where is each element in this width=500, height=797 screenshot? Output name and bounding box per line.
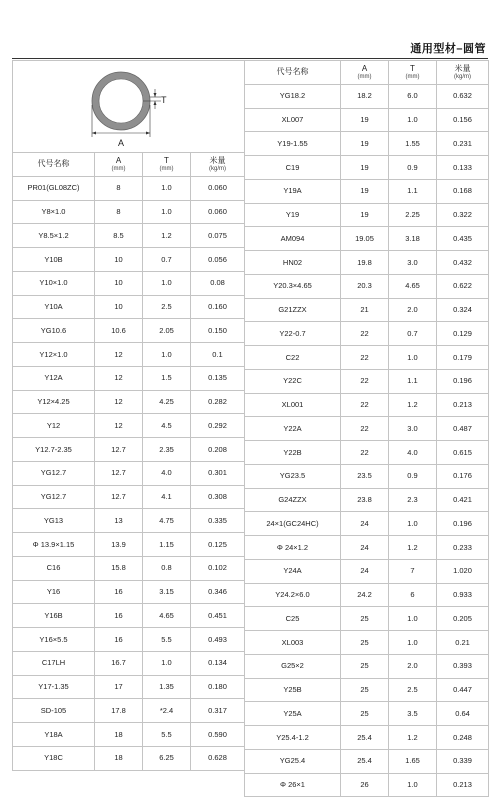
cell-t: 1.0 xyxy=(143,176,191,200)
cell-t: 1.0 xyxy=(143,271,191,295)
cell-code: Y22-0.7 xyxy=(245,322,341,346)
table-row xyxy=(245,393,489,417)
table-row xyxy=(13,580,245,604)
cell-code: YG12.7 xyxy=(13,485,95,509)
table-row xyxy=(13,746,245,770)
cell-t: 5.5 xyxy=(143,628,191,652)
left-table-header xyxy=(13,153,245,177)
cell-weight: 0.060 xyxy=(191,200,245,224)
table-row xyxy=(245,512,489,536)
cell-t: 3.18 xyxy=(389,227,437,251)
cell-t: 3.15 xyxy=(143,580,191,604)
cell-a: 19.8 xyxy=(341,251,389,275)
cell-weight: 0.451 xyxy=(191,604,245,628)
cell-code: Y24.2×6.0 xyxy=(245,583,341,607)
cell-a: 25 xyxy=(341,607,389,631)
table-row xyxy=(245,749,489,773)
cell-code: Y25A xyxy=(245,702,341,726)
table-row xyxy=(13,485,245,509)
cell-code: AM094 xyxy=(245,227,341,251)
cell-t: 3.5 xyxy=(389,702,437,726)
cell-t: 1.0 xyxy=(389,512,437,536)
cell-code: G24ZZX xyxy=(245,488,341,512)
table-row xyxy=(245,322,489,346)
page-title: 通用型材–圆管 xyxy=(410,43,486,55)
tube-cross-section-diagram xyxy=(69,63,189,151)
cell-code: Y20.3×4.65 xyxy=(245,274,341,298)
cell-code: YG12.7 xyxy=(13,461,95,485)
cell-t: 1.0 xyxy=(389,631,437,655)
cell-t: *2.4 xyxy=(143,699,191,723)
cell-weight: 0.196 xyxy=(437,369,489,393)
cell-weight: 0.150 xyxy=(191,319,245,343)
cell-t: 4.0 xyxy=(389,441,437,465)
cell-a: 25 xyxy=(341,678,389,702)
cell-code: Y25.4-1.2 xyxy=(245,726,341,750)
cell-a: 20.3 xyxy=(341,274,389,298)
table-row xyxy=(13,509,245,533)
cell-weight: 0.135 xyxy=(191,366,245,390)
cell-a: 16.7 xyxy=(95,651,143,675)
cell-code: PR01(GL08ZC) xyxy=(13,176,95,200)
cell-weight: 0.133 xyxy=(437,156,489,180)
cell-weight: 0.180 xyxy=(191,675,245,699)
header-a: A (mm) xyxy=(95,153,143,177)
cell-a: 24 xyxy=(341,559,389,583)
cell-code: Y12 xyxy=(13,414,95,438)
cell-a: 22 xyxy=(341,393,389,417)
table-row xyxy=(245,678,489,702)
cell-weight: 0.213 xyxy=(437,393,489,417)
cell-weight: 0.168 xyxy=(437,179,489,203)
cell-weight: 0.231 xyxy=(437,132,489,156)
cell-weight: 0.590 xyxy=(191,723,245,747)
cell-a: 17 xyxy=(95,675,143,699)
cell-t: 2.25 xyxy=(389,203,437,227)
header-code: 代号名称 xyxy=(245,61,341,85)
table-row xyxy=(245,227,489,251)
cell-a: 12 xyxy=(95,414,143,438)
cell-a: 23.8 xyxy=(341,488,389,512)
cell-a: 17.8 xyxy=(95,699,143,723)
cell-t: 1.0 xyxy=(389,346,437,370)
cell-t: 1.65 xyxy=(389,749,437,773)
cell-code: Y12×4.25 xyxy=(13,390,95,414)
header-weight: 米量 (kg/m) xyxy=(191,153,245,177)
cell-code: C19 xyxy=(245,156,341,180)
cell-weight: 0.233 xyxy=(437,536,489,560)
table-row xyxy=(13,533,245,557)
cell-code: YG23.5 xyxy=(245,464,341,488)
cell-code: 24×1(GC24HC) xyxy=(245,512,341,536)
cell-a: 13 xyxy=(95,509,143,533)
cell-weight: 0.447 xyxy=(437,678,489,702)
cell-code: Y8×1.0 xyxy=(13,200,95,224)
cell-t: 7 xyxy=(389,559,437,583)
table-row xyxy=(245,346,489,370)
cell-weight: 0.196 xyxy=(437,512,489,536)
cell-t: 0.8 xyxy=(143,556,191,580)
cell-t: 0.7 xyxy=(143,248,191,272)
cell-t: 2.35 xyxy=(143,438,191,462)
cell-a: 22 xyxy=(341,441,389,465)
cell-a: 26 xyxy=(341,773,389,797)
cell-a: 12 xyxy=(95,366,143,390)
cell-t: 1.1 xyxy=(389,369,437,393)
cell-weight: 0.432 xyxy=(437,251,489,275)
cell-weight: 0.335 xyxy=(191,509,245,533)
table-row xyxy=(245,536,489,560)
cell-weight: 0.179 xyxy=(437,346,489,370)
table-row xyxy=(245,631,489,655)
cell-t: 1.35 xyxy=(143,675,191,699)
cell-t: 1.0 xyxy=(389,607,437,631)
cell-code: G25×2 xyxy=(245,654,341,678)
tube-diagram-cell xyxy=(13,61,245,153)
cell-t: 0.7 xyxy=(389,322,437,346)
cell-t: 0.9 xyxy=(389,464,437,488)
cell-code: Y22C xyxy=(245,369,341,393)
cell-t: 2.0 xyxy=(389,654,437,678)
cell-weight: 0.156 xyxy=(437,108,489,132)
cell-a: 24 xyxy=(341,512,389,536)
cell-weight: 0.134 xyxy=(191,651,245,675)
cell-a: 18 xyxy=(95,723,143,747)
table-row xyxy=(245,441,489,465)
table-row xyxy=(13,438,245,462)
cell-a: 15.8 xyxy=(95,556,143,580)
cell-a: 22 xyxy=(341,417,389,441)
table-row xyxy=(245,726,489,750)
cell-a: 19 xyxy=(341,179,389,203)
cell-code: G21ZZX xyxy=(245,298,341,322)
cell-t: 1.5 xyxy=(143,366,191,390)
table-row xyxy=(13,651,245,675)
cell-t: 4.25 xyxy=(143,390,191,414)
cell-t: 2.5 xyxy=(143,295,191,319)
cell-a: 25 xyxy=(341,654,389,678)
cell-a: 10 xyxy=(95,295,143,319)
cell-a: 22 xyxy=(341,322,389,346)
table-row xyxy=(13,319,245,343)
cell-t: 1.0 xyxy=(143,200,191,224)
table-row xyxy=(245,179,489,203)
cell-weight: 0.056 xyxy=(191,248,245,272)
table-row xyxy=(13,675,245,699)
tube-inner-bore xyxy=(99,79,143,123)
cell-weight: 0.632 xyxy=(437,84,489,108)
table-row xyxy=(245,251,489,275)
cell-t: 1.1 xyxy=(389,179,437,203)
cell-code: YG13 xyxy=(13,509,95,533)
cell-weight: 0.933 xyxy=(437,583,489,607)
cell-code: Y24A xyxy=(245,559,341,583)
cell-code: YG10.6 xyxy=(13,319,95,343)
table-row xyxy=(245,488,489,512)
cell-weight: 0.205 xyxy=(437,607,489,631)
table-row xyxy=(13,200,245,224)
title-divider xyxy=(12,58,488,59)
cell-code: Φ 24×1.2 xyxy=(245,536,341,560)
cell-a: 19 xyxy=(341,203,389,227)
cell-code: Y12.7-2.35 xyxy=(13,438,95,462)
table-row xyxy=(13,461,245,485)
cell-weight: 0.615 xyxy=(437,441,489,465)
cell-a: 12.7 xyxy=(95,485,143,509)
cell-a: 16 xyxy=(95,580,143,604)
cell-a: 16 xyxy=(95,604,143,628)
cell-a: 19 xyxy=(341,108,389,132)
table-row xyxy=(13,248,245,272)
cell-code: C25 xyxy=(245,607,341,631)
table-row xyxy=(245,702,489,726)
cell-code: Y10A xyxy=(13,295,95,319)
cell-t: 6 xyxy=(389,583,437,607)
cell-code: XL001 xyxy=(245,393,341,417)
cell-code: Y16B xyxy=(13,604,95,628)
left-spec-table xyxy=(12,60,245,771)
cell-code: XL003 xyxy=(245,631,341,655)
table-row xyxy=(13,699,245,723)
table-row xyxy=(245,583,489,607)
cell-t: 5.5 xyxy=(143,723,191,747)
cell-weight: 0.493 xyxy=(191,628,245,652)
cell-code: Y10B xyxy=(13,248,95,272)
right-spec-table xyxy=(244,60,489,797)
cell-code: Y19 xyxy=(245,203,341,227)
header-t: T (mm) xyxy=(389,61,437,85)
header-a: A (mm) xyxy=(341,61,389,85)
cell-a: 12 xyxy=(95,390,143,414)
cell-weight: 0.292 xyxy=(191,414,245,438)
table-row xyxy=(245,654,489,678)
cell-a: 10.6 xyxy=(95,319,143,343)
right-table-header xyxy=(245,61,489,85)
cell-t: 4.5 xyxy=(143,414,191,438)
cell-code: C22 xyxy=(245,346,341,370)
cell-code: SD-105 xyxy=(13,699,95,723)
cell-t: 2.0 xyxy=(389,298,437,322)
cell-code: Y19-1.55 xyxy=(245,132,341,156)
cell-code: Y22A xyxy=(245,417,341,441)
cell-a: 13.9 xyxy=(95,533,143,557)
cell-weight: 0.248 xyxy=(437,726,489,750)
cell-weight: 0.622 xyxy=(437,274,489,298)
cell-weight: 0.393 xyxy=(437,654,489,678)
table-row xyxy=(245,464,489,488)
cell-a: 12.7 xyxy=(95,438,143,462)
cell-weight: 0.346 xyxy=(191,580,245,604)
table-row xyxy=(245,132,489,156)
cell-a: 24.2 xyxy=(341,583,389,607)
cell-code: Y16×5.5 xyxy=(13,628,95,652)
cell-code: Φ 26×1 xyxy=(245,773,341,797)
table-row xyxy=(13,556,245,580)
cell-t: 6.0 xyxy=(389,84,437,108)
cell-weight: 0.21 xyxy=(437,631,489,655)
table-row xyxy=(245,84,489,108)
cell-t: 1.15 xyxy=(143,533,191,557)
cell-weight: 0.208 xyxy=(191,438,245,462)
diagram-label-t: T xyxy=(160,94,166,105)
cell-a: 19 xyxy=(341,156,389,180)
cell-a: 24 xyxy=(341,536,389,560)
cell-a: 12 xyxy=(95,343,143,367)
cell-t: 6.25 xyxy=(143,746,191,770)
cell-a: 22 xyxy=(341,369,389,393)
cell-weight: 0.421 xyxy=(437,488,489,512)
table-row xyxy=(13,390,245,414)
cell-code: C16 xyxy=(13,556,95,580)
cell-a: 8 xyxy=(95,200,143,224)
cell-weight: 1.020 xyxy=(437,559,489,583)
cell-code: Y12A xyxy=(13,366,95,390)
cell-a: 25 xyxy=(341,631,389,655)
cell-weight: 0.08 xyxy=(191,271,245,295)
table-row xyxy=(13,343,245,367)
cell-t: 1.2 xyxy=(389,393,437,417)
cell-a: 19 xyxy=(341,132,389,156)
cell-code: C17LH xyxy=(13,651,95,675)
cell-code: XL007 xyxy=(245,108,341,132)
cell-t: 4.65 xyxy=(389,274,437,298)
table-row xyxy=(245,274,489,298)
table-row xyxy=(245,369,489,393)
cell-t: 4.0 xyxy=(143,461,191,485)
cell-weight: 0.129 xyxy=(437,322,489,346)
table-row xyxy=(245,417,489,441)
cell-a: 21 xyxy=(341,298,389,322)
cell-t: 3.0 xyxy=(389,417,437,441)
cell-code: Y18A xyxy=(13,723,95,747)
cell-weight: 0.435 xyxy=(437,227,489,251)
cell-t: 3.0 xyxy=(389,251,437,275)
cell-t: 1.0 xyxy=(143,343,191,367)
cell-weight: 0.160 xyxy=(191,295,245,319)
cell-t: 4.65 xyxy=(143,604,191,628)
cell-t: 1.2 xyxy=(389,536,437,560)
table-row xyxy=(245,203,489,227)
cell-weight: 0.487 xyxy=(437,417,489,441)
cell-code: Φ 13.9×1.15 xyxy=(13,533,95,557)
cell-a: 10 xyxy=(95,248,143,272)
cell-weight: 0.324 xyxy=(437,298,489,322)
cell-weight: 0.308 xyxy=(191,485,245,509)
header-code: 代号名称 xyxy=(13,153,95,177)
cell-a: 8.5 xyxy=(95,224,143,248)
table-row xyxy=(13,224,245,248)
header-t: T (mm) xyxy=(143,153,191,177)
table-row xyxy=(13,414,245,438)
table-row xyxy=(13,271,245,295)
cell-code: Y8.5×1.2 xyxy=(13,224,95,248)
cell-t: 1.55 xyxy=(389,132,437,156)
cell-t: 1.0 xyxy=(389,773,437,797)
cell-a: 22 xyxy=(341,346,389,370)
cell-t: 4.1 xyxy=(143,485,191,509)
cell-code: Y10×1.0 xyxy=(13,271,95,295)
cell-t: 0.9 xyxy=(389,156,437,180)
cell-a: 16 xyxy=(95,628,143,652)
table-row xyxy=(13,366,245,390)
cell-code: Y16 xyxy=(13,580,95,604)
cell-t: 2.05 xyxy=(143,319,191,343)
cell-weight: 0.628 xyxy=(191,746,245,770)
cell-a: 12.7 xyxy=(95,461,143,485)
cell-code: Y19A xyxy=(245,179,341,203)
cell-code: Y17-1.35 xyxy=(13,675,95,699)
cell-a: 8 xyxy=(95,176,143,200)
cell-weight: 0.213 xyxy=(437,773,489,797)
cell-a: 18 xyxy=(95,746,143,770)
cell-t: 1.0 xyxy=(389,108,437,132)
cell-weight: 0.075 xyxy=(191,224,245,248)
cell-a: 18.2 xyxy=(341,84,389,108)
cell-code: YG18.2 xyxy=(245,84,341,108)
cell-t: 2.3 xyxy=(389,488,437,512)
diagram-label-a: A xyxy=(117,137,124,148)
cell-a: 25.4 xyxy=(341,726,389,750)
table-row xyxy=(245,298,489,322)
cell-t: 1.0 xyxy=(143,651,191,675)
cell-weight: 0.339 xyxy=(437,749,489,773)
table-row xyxy=(245,108,489,132)
table-row xyxy=(13,604,245,628)
cell-weight: 0.060 xyxy=(191,176,245,200)
cell-code: Y22B xyxy=(245,441,341,465)
table-row xyxy=(245,607,489,631)
cell-weight: 0.317 xyxy=(191,699,245,723)
cell-code: HN02 xyxy=(245,251,341,275)
cell-code: YG25.4 xyxy=(245,749,341,773)
table-row xyxy=(13,628,245,652)
cell-weight: 0.64 xyxy=(437,702,489,726)
cell-code: Y18C xyxy=(13,746,95,770)
header-weight: 米量 (kg/m) xyxy=(437,61,489,85)
cell-a: 10 xyxy=(95,271,143,295)
cell-code: Y25B xyxy=(245,678,341,702)
table-row xyxy=(245,773,489,797)
cell-weight: 0.282 xyxy=(191,390,245,414)
cell-a: 25.4 xyxy=(341,749,389,773)
cell-code: Y12×1.0 xyxy=(13,343,95,367)
cell-weight: 0.322 xyxy=(437,203,489,227)
table-row xyxy=(13,176,245,200)
cell-weight: 0.176 xyxy=(437,464,489,488)
table-row xyxy=(13,295,245,319)
cell-weight: 0.102 xyxy=(191,556,245,580)
table-row xyxy=(245,559,489,583)
cell-weight: 0.1 xyxy=(191,343,245,367)
cell-a: 25 xyxy=(341,702,389,726)
cell-t: 1.2 xyxy=(143,224,191,248)
cell-a: 19.05 xyxy=(341,227,389,251)
table-row xyxy=(13,723,245,747)
cell-weight: 0.301 xyxy=(191,461,245,485)
table-row xyxy=(245,156,489,180)
cell-t: 4.75 xyxy=(143,509,191,533)
cell-weight: 0.125 xyxy=(191,533,245,557)
cell-a: 23.5 xyxy=(341,464,389,488)
cell-t: 2.5 xyxy=(389,678,437,702)
cell-t: 1.2 xyxy=(389,726,437,750)
